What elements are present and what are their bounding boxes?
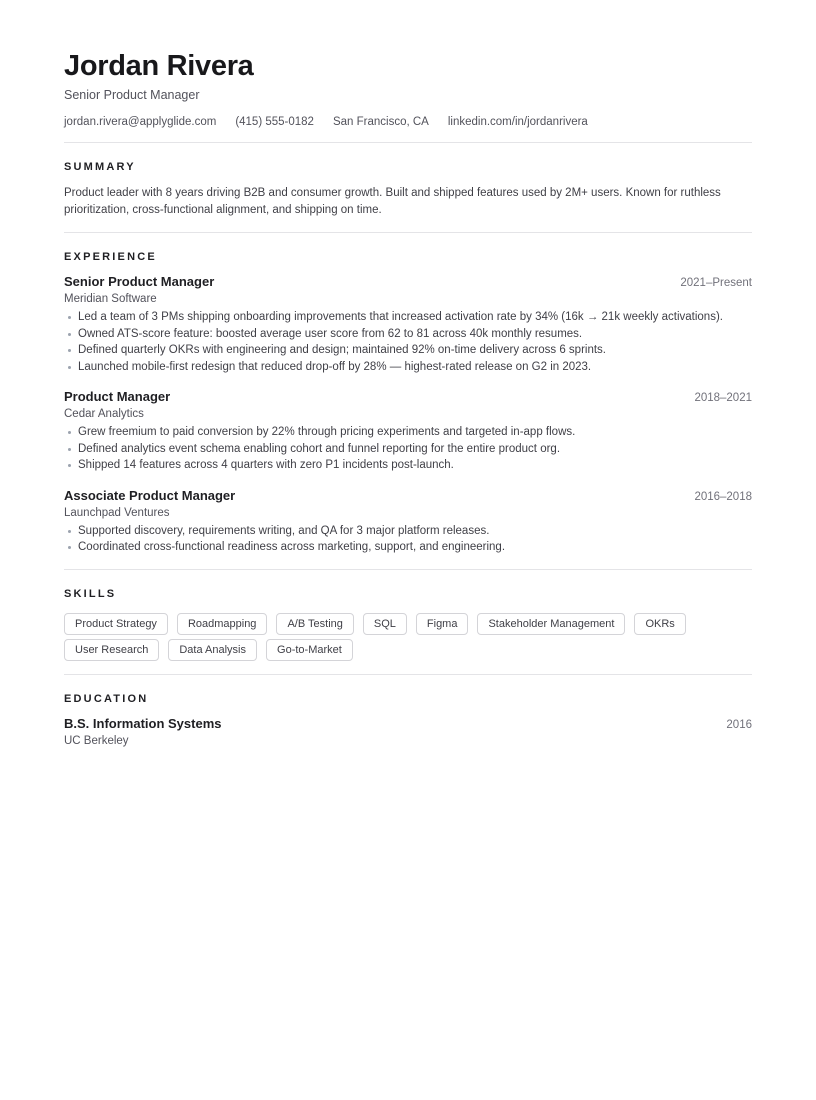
experience-entries [64,274,752,556]
bullet-item [64,441,752,458]
bullet-item [64,359,752,376]
bullet-list [64,309,752,375]
education-heading: EDUCATION [64,692,149,705]
bullet-text: Defined analytics event schema enabling cohort and funnel reporting for the entire product org. [78,442,561,455]
bullet-dot-icon [68,530,71,533]
divider [64,674,752,675]
contact-item: San Francisco, CA [332,116,429,128]
education-dates: 2016 [726,718,752,731]
job-title: Associate Product Manager [64,487,236,503]
bullet-dot-icon [68,333,71,336]
education-entry-head [64,716,752,733]
contact-item: (415) 555-0182 [235,116,314,128]
degree-name: B.S. Information Systems [64,715,222,731]
company-name: Cedar Analytics [64,408,144,420]
experience-section [64,251,752,556]
skill-pill: User Research [64,639,159,661]
resume-header [64,50,752,129]
summary-heading: SUMMARY [64,161,136,173]
bullet-dot-icon [68,349,71,352]
company-name: Meridian Software [64,293,157,305]
bullet-item [64,326,752,343]
bullet-text: Supported discovery, requirements writing, and QA for 3 major platform releases. [78,524,490,537]
bullet-list [64,424,752,474]
person-name: Jordan Rivera [64,50,254,82]
bullet-dot-icon [68,366,71,369]
skill-pill: Data Analysis [168,639,257,661]
bullet-text: Led a team of 3 PMs shipping onboarding improvements that increased activation rate by 34% (16k → 21k weekly activations). [78,311,723,323]
bullet-item [64,457,752,474]
summary-text: Product leader with 8 years driving B2B and consumer growth. Built and shipped features used by 2M+ users. Known for ruthless prioritization, cross-functional alignment, and shipping on time. [64,187,721,216]
skill-pill: Figma [416,613,469,635]
bullet-dot-icon [68,546,71,549]
skill-pill: Product Strategy [64,613,168,635]
bullet-text: Defined quarterly OKRs with engineering and design; maintained 92% on-time delivery across 6 sprints. [78,344,606,356]
bullet-text: Grew freemium to paid conversion by 22% through pricing experiments and targeted in-app flows. [78,426,576,438]
experience-heading: EXPERIENCE [64,251,157,263]
skills-section [64,588,752,661]
resume-document [64,0,752,748]
bullet-text: Shipped 14 features across 4 quarters with zero P1 incidents post-launch. [78,459,454,471]
experience-entry [64,389,752,474]
person-title: Senior Product Manager [64,88,200,102]
skill-pill: Roadmapping [177,613,268,635]
experience-entry-head [64,274,752,291]
bullet-dot-icon [68,464,71,467]
experience-entry [64,488,752,556]
bullet-item [64,424,752,441]
skill-pill-list [64,613,752,661]
education-section [64,693,752,748]
bullet-item [64,523,752,540]
experience-entry-head [64,488,752,505]
skills-heading: SKILLS [64,587,117,600]
skill-pill: Stakeholder Management [477,613,625,635]
skill-pill: SQL [363,613,407,635]
bullet-dot-icon [68,316,71,319]
bullet-text: Launched mobile-first redesign that reduced drop-off by 28% — highest-rated release on G2 in 2023. [78,360,592,373]
company-name: Launchpad Ventures [64,506,170,519]
divider [64,569,752,570]
job-dates: 2018–2021 [694,392,752,404]
bullet-item [64,342,752,359]
contact-row [64,115,752,129]
school-name: UC Berkeley [64,734,129,747]
summary-section [64,161,752,219]
job-dates: 2021–Present [680,277,752,289]
bullet-item [64,309,752,326]
bullet-dot-icon [68,448,71,451]
contact-item: jordan.rivera@applyglide.com [64,116,217,128]
job-title: Product Manager [64,389,171,404]
divider [64,232,752,233]
bullet-list [64,523,752,556]
bullet-item [64,539,752,556]
experience-entry [64,274,752,375]
bullet-dot-icon [68,431,71,434]
bullet-text: Owned ATS-score feature: boosted average user score from 62 to 81 across 40k monthly resumes. [78,327,583,340]
skill-pill: OKRs [634,613,685,635]
experience-entry-head [64,389,752,406]
skill-pill: A/B Testing [276,613,353,635]
contact-item: linkedin.com/in/jordanrivera [447,116,588,128]
job-title: Senior Product Manager [64,274,215,289]
skill-pill: Go-to-Market [266,639,353,661]
education-entry [64,716,752,748]
job-dates: 2016–2018 [694,490,752,503]
bullet-text: Coordinated cross-functional readiness across marketing, support, and engineering. [78,541,506,553]
divider [64,142,752,143]
